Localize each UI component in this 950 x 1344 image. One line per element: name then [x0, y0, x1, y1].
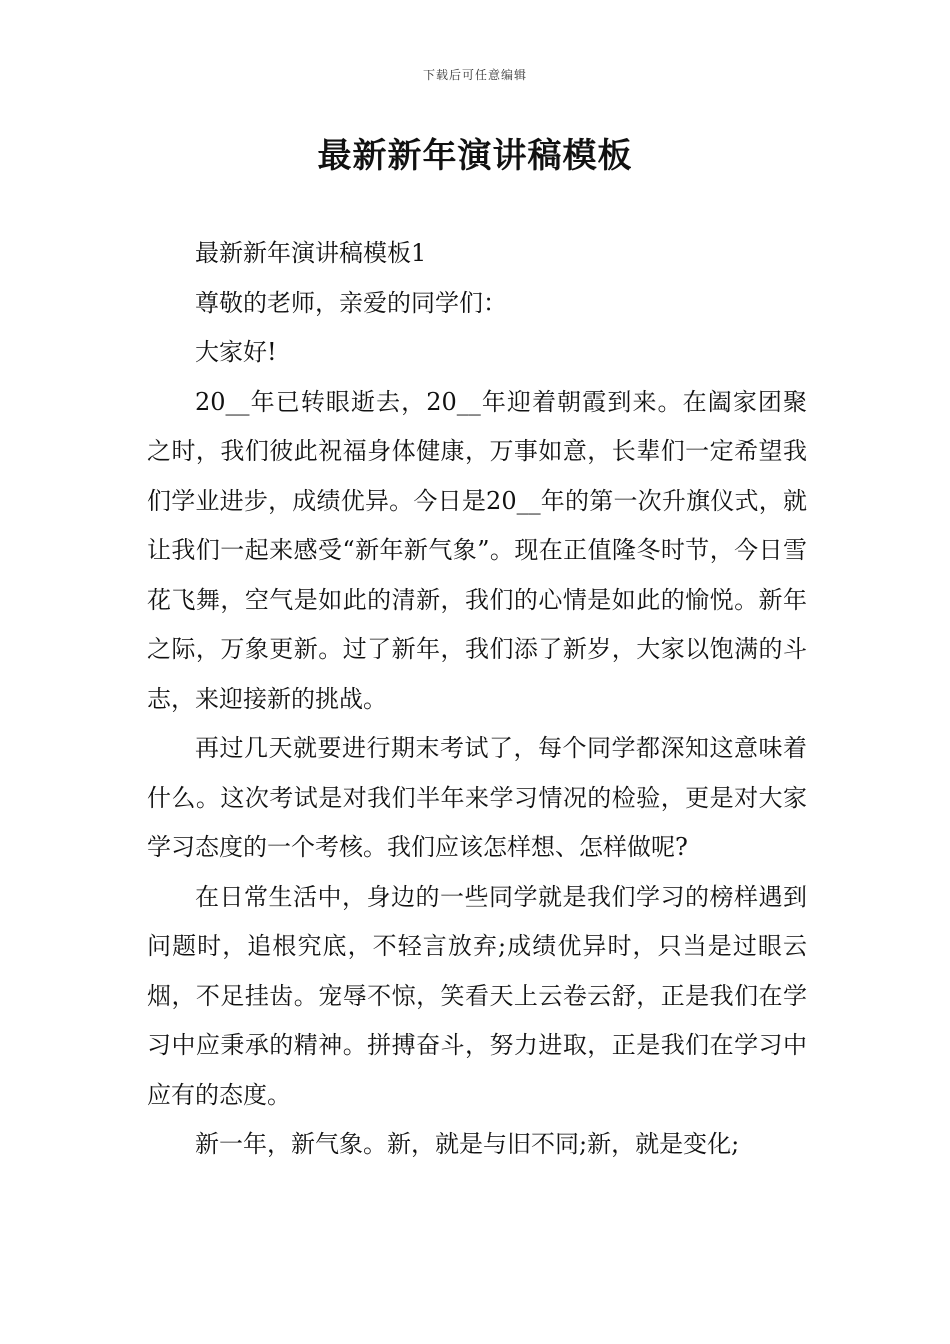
- document-title: 最新新年演讲稿模板: [317, 136, 633, 176]
- paragraph: 20__年已转眼逝去，20__年迎着朝霞到来。在阖家团聚之时，我们彼此祝福身体健康，万事如意，长辈们一定希望我们学业进步，成绩优异。今日是20__年的第一次升旗仪式，就让我们一起来感受“新年新气象”。现在正值隆冬时节，今日雪花飞舞，空气是如此的清新，我们的心情是如此的愉悦。新年之际，万象更新。过了新年，我们添了新岁，大家以饱满的斗志，来迎接新的挑战。: [147, 387, 807, 713]
- paragraph: 在日常生活中，身边的一些同学就是我们学习的榜样遇到问题时，追根究底，不轻言放弃;成绩优异时，只当是过眼云烟，不足挂齿。宠辱不惊，笑看天上云卷云舒，正是我们在学习中应秉承的精神。拼搏奋斗，努力进取，正是我们在学习中应有的态度。: [147, 882, 807, 1109]
- document-body: [147, 229, 807, 1170]
- paragraph: 再过几天就要进行期末考试了，每个同学都深知这意味着什么。这次考试是对我们半年来学习情况的检验，更是对大家学习态度的一个考核。我们应该怎样想、怎样做呢?: [147, 734, 807, 861]
- paragraph-subtitle: 最新新年演讲稿模板1: [195, 239, 427, 267]
- paragraph: 新一年，新气象。新，就是与旧不同;新，就是变化;: [195, 1130, 740, 1158]
- header-note: 下载后可任意编辑: [422, 68, 527, 82]
- paragraph-greeting: 大家好!: [195, 338, 277, 366]
- paragraph-salutation: 尊敬的老师，亲爱的同学们：: [195, 288, 507, 317]
